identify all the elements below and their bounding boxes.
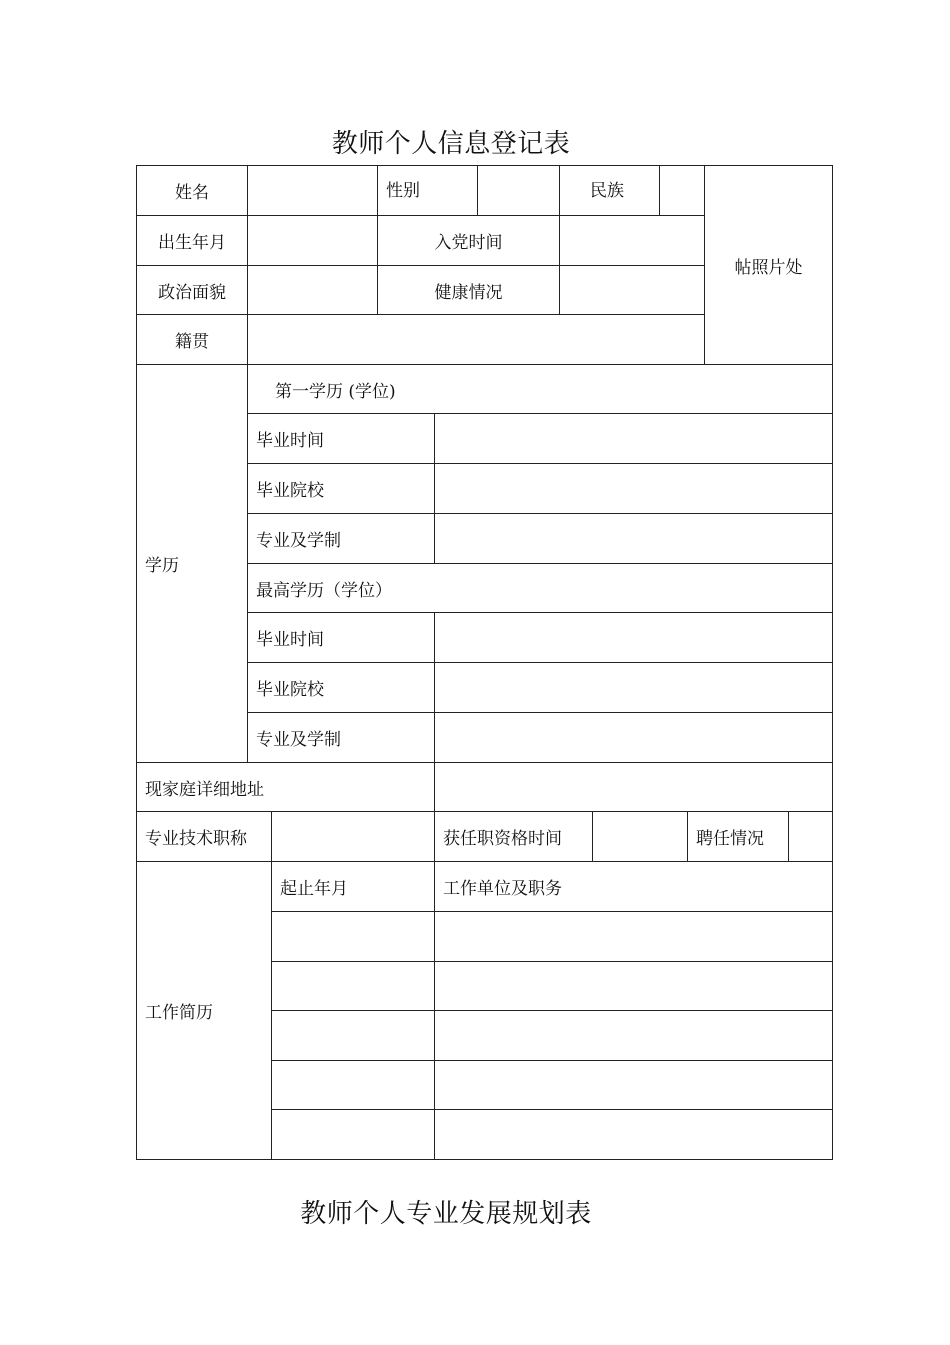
native-place-field[interactable] xyxy=(248,315,705,365)
work-period-field[interactable] xyxy=(272,962,435,1011)
political-label: 政治面貌 xyxy=(137,266,248,315)
first-grad-time-label: 毕业时间 xyxy=(248,414,435,464)
qualification-time-label: 获任职资格时间 xyxy=(435,812,593,862)
highest-grad-time-field[interactable] xyxy=(435,613,832,663)
name-label: 姓名 xyxy=(137,166,248,216)
work-period-field[interactable] xyxy=(272,912,435,962)
gender-label: 性别 xyxy=(378,166,478,216)
education-label: 学历 xyxy=(137,365,248,763)
native-place-label: 籍贯 xyxy=(137,315,248,365)
birth-label: 出生年月 xyxy=(137,216,248,266)
health-label: 健康情况 xyxy=(378,266,560,315)
political-field[interactable] xyxy=(248,266,378,315)
highest-degree-header: 最高学历（学位） xyxy=(248,564,832,613)
photo-placeholder: 帖照片处 xyxy=(705,166,832,365)
name-field[interactable] xyxy=(248,166,378,216)
health-field[interactable] xyxy=(560,266,705,315)
highest-school-field[interactable] xyxy=(435,663,832,713)
first-degree-header: 第一学历 (学位) xyxy=(248,365,832,414)
highest-major-field[interactable] xyxy=(435,713,832,763)
party-join-label: 入党时间 xyxy=(378,216,560,266)
first-school-label: 毕业院校 xyxy=(248,464,435,514)
work-period-field[interactable] xyxy=(272,1061,435,1110)
work-period-header: 起止年月 xyxy=(272,862,435,912)
page-title: 教师个人信息登记表 xyxy=(331,129,571,159)
section-title: 教师个人专业发展规划表 xyxy=(300,1199,592,1229)
address-field[interactable] xyxy=(435,763,832,812)
qualification-time-field[interactable] xyxy=(593,812,688,862)
work-unit-field[interactable] xyxy=(435,1011,832,1061)
professional-title-label: 专业技术职称 xyxy=(137,812,272,862)
birth-field[interactable] xyxy=(248,216,378,266)
gender-field[interactable] xyxy=(478,166,560,216)
work-period-field[interactable] xyxy=(272,1110,435,1159)
work-unit-field[interactable] xyxy=(435,962,832,1011)
appointment-label: 聘任情况 xyxy=(688,812,789,862)
professional-title-field[interactable] xyxy=(272,812,435,862)
appointment-field[interactable] xyxy=(789,812,832,862)
registration-form xyxy=(136,165,833,1160)
ethnicity-field[interactable] xyxy=(660,166,705,216)
work-unit-field[interactable] xyxy=(435,1110,832,1159)
highest-school-label: 毕业院校 xyxy=(248,663,435,713)
first-school-field[interactable] xyxy=(435,464,832,514)
work-unit-field[interactable] xyxy=(435,912,832,962)
first-grad-time-field[interactable] xyxy=(435,414,832,464)
work-unit-field[interactable] xyxy=(435,1061,832,1110)
highest-major-label: 专业及学制 xyxy=(248,713,435,763)
party-join-field[interactable] xyxy=(560,216,705,266)
work-period-field[interactable] xyxy=(272,1011,435,1061)
highest-grad-time-label: 毕业时间 xyxy=(248,613,435,663)
ethnicity-label: 民族 xyxy=(560,166,660,216)
address-label: 现家庭详细地址 xyxy=(137,763,435,812)
first-major-field[interactable] xyxy=(435,514,832,564)
first-major-label: 专业及学制 xyxy=(248,514,435,564)
work-unit-header: 工作单位及职务 xyxy=(435,862,832,912)
work-history-label: 工作简历 xyxy=(137,862,272,1159)
